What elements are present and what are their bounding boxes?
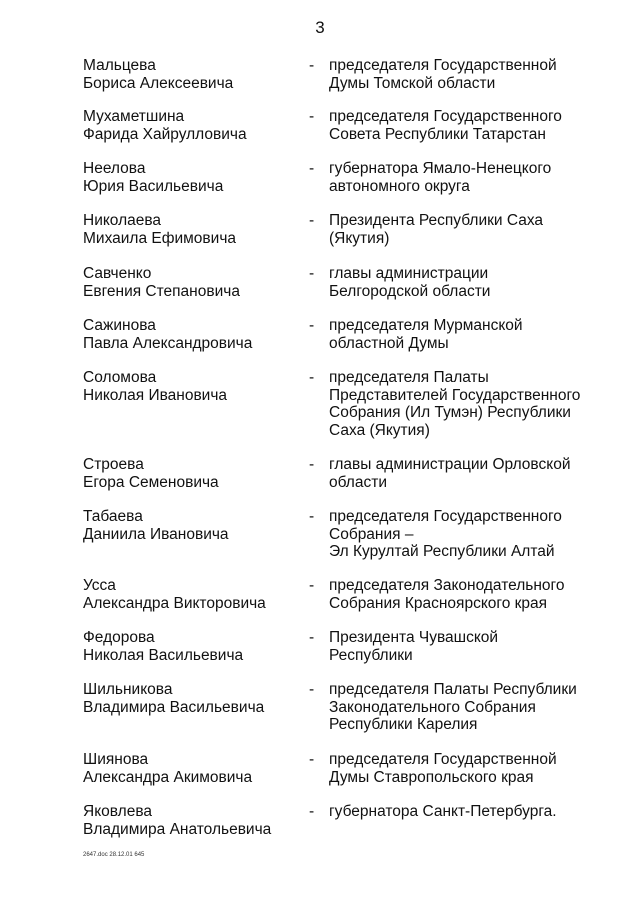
position-title-line: области — [329, 473, 387, 491]
separator-dash: - — [309, 577, 315, 594]
person-name-line: Усса — [83, 577, 116, 594]
position-title-line: председателя Государственной — [329, 751, 557, 768]
position-title — [329, 629, 629, 664]
position-title-line: председателя Законодательного — [329, 577, 565, 594]
person-name-line: Бориса Алексеевича — [83, 74, 234, 92]
person-name — [83, 160, 298, 195]
person-name-line: Шильникова — [83, 681, 173, 698]
position-title-line: губернатора Ямало-Ненецкого — [329, 160, 552, 177]
person-name-line: Даниила Ивановича — [83, 525, 229, 543]
person-name — [83, 317, 298, 352]
separator-dash: - — [309, 629, 315, 646]
position-title-line: Республики Карелия — [329, 716, 478, 733]
position-title-line: Собрания (Ил Тумэн) Республики — [329, 404, 571, 421]
position-title-line: Собрания – — [329, 525, 414, 543]
position-title — [329, 456, 629, 491]
person-name-line: Сажинова — [83, 317, 156, 334]
person-name-line: Фарида Хайрулловича — [83, 125, 247, 143]
separator-dash: - — [309, 508, 315, 525]
person-name-line: Мухаметшина — [83, 108, 185, 125]
position-title-line: Белгородской области — [329, 282, 491, 300]
position-title-line: Саха (Якутия) — [329, 421, 430, 439]
person-name-line: Николаева — [83, 212, 162, 229]
person-name — [83, 212, 298, 247]
position-title — [329, 160, 629, 195]
person-name-line: Павла Александровича — [83, 334, 253, 352]
person-name-line: Владимира Васильевича — [83, 698, 265, 716]
person-name-line: Табаева — [83, 508, 143, 525]
position-title-line: главы администрации — [329, 265, 489, 282]
person-name — [83, 577, 298, 612]
position-title-line: председателя Палаты Республики — [329, 681, 577, 698]
position-title-line: Совета Республики Татарстан — [329, 125, 546, 143]
person-name — [83, 803, 298, 838]
person-name — [83, 456, 298, 491]
person-name-line: Юрия Васильевича — [83, 177, 224, 195]
separator-dash: - — [309, 751, 315, 768]
page-number: 3 — [315, 18, 325, 37]
person-name-line: Шиянова — [83, 751, 149, 768]
position-title — [329, 57, 629, 92]
person-name-line: Владимира Анатольевича — [83, 820, 272, 838]
position-title — [329, 577, 629, 612]
person-name-line: Александра Викторовича — [83, 594, 266, 612]
separator-dash: - — [309, 369, 315, 386]
position-title-line: председателя Палаты — [329, 369, 489, 386]
person-name — [83, 265, 298, 300]
position-title-line: председателя Государственной — [329, 57, 557, 74]
position-title-line: председателя Государственного — [329, 508, 562, 525]
person-name-line: Николая Васильевича — [83, 646, 244, 664]
person-name — [83, 57, 298, 92]
position-title-line: председателя Мурманской — [329, 317, 523, 334]
person-name-line: Яковлева — [83, 803, 152, 820]
position-title-line: Думы Ставропольского края — [329, 768, 534, 786]
person-name-line: Александра Акимовича — [83, 768, 253, 786]
position-title — [329, 751, 629, 786]
position-title-line: Думы Томской области — [329, 74, 496, 92]
position-title-line: автономного округа — [329, 177, 470, 195]
separator-dash: - — [309, 57, 315, 74]
position-title-line: Президента Республики Саха — [329, 212, 544, 229]
person-name-line: Савченко — [83, 265, 152, 282]
person-name-line: Строева — [83, 456, 144, 473]
position-title-line: Республики — [329, 646, 413, 664]
separator-dash: - — [309, 212, 315, 229]
position-title-line: Собрания Красноярского края — [329, 594, 548, 612]
person-name — [83, 629, 298, 664]
person-name — [83, 369, 298, 404]
footer-file-info: 2647.doc 28.12.01 645 — [83, 852, 145, 858]
person-name-line: Николая Ивановича — [83, 386, 228, 404]
position-title-line: председателя Государственного — [329, 108, 562, 125]
position-title — [329, 317, 629, 352]
person-name-line: Мальцева — [83, 57, 156, 74]
person-name — [83, 681, 298, 716]
position-title — [329, 108, 629, 143]
position-title — [329, 803, 629, 821]
position-title — [329, 508, 629, 561]
separator-dash: - — [309, 160, 315, 177]
person-name-line: Неелова — [83, 160, 146, 177]
separator-dash: - — [309, 803, 315, 820]
person-name — [83, 751, 298, 786]
position-title — [329, 212, 629, 247]
separator-dash: - — [309, 108, 315, 125]
position-title-line: Законодательного Собрания — [329, 698, 536, 716]
person-name-line: Егора Семеновича — [83, 473, 219, 491]
separator-dash: - — [309, 456, 315, 473]
person-name-line: Соломова — [83, 369, 157, 386]
position-title-line: губернатора Санкт-Петербурга. — [329, 803, 557, 820]
person-name-line: Евгения Степановича — [83, 282, 240, 300]
position-title — [329, 369, 629, 439]
person-name-line: Михаила Ефимовича — [83, 229, 237, 247]
position-title-line: Представителей Государственного — [329, 386, 581, 404]
separator-dash: - — [309, 681, 315, 698]
person-name — [83, 508, 298, 543]
person-name-line: Федорова — [83, 629, 155, 646]
position-title — [329, 681, 629, 734]
position-title-line: Эл Курултай Республики Алтай — [329, 543, 555, 560]
position-title-line: (Якутия) — [329, 229, 390, 247]
separator-dash: - — [309, 265, 315, 282]
person-name — [83, 108, 298, 143]
position-title — [329, 265, 629, 300]
separator-dash: - — [309, 317, 315, 334]
position-title-line: областной Думы — [329, 334, 449, 352]
position-title-line: главы администрации Орловской — [329, 456, 571, 473]
position-title-line: Президента Чувашской — [329, 629, 499, 646]
